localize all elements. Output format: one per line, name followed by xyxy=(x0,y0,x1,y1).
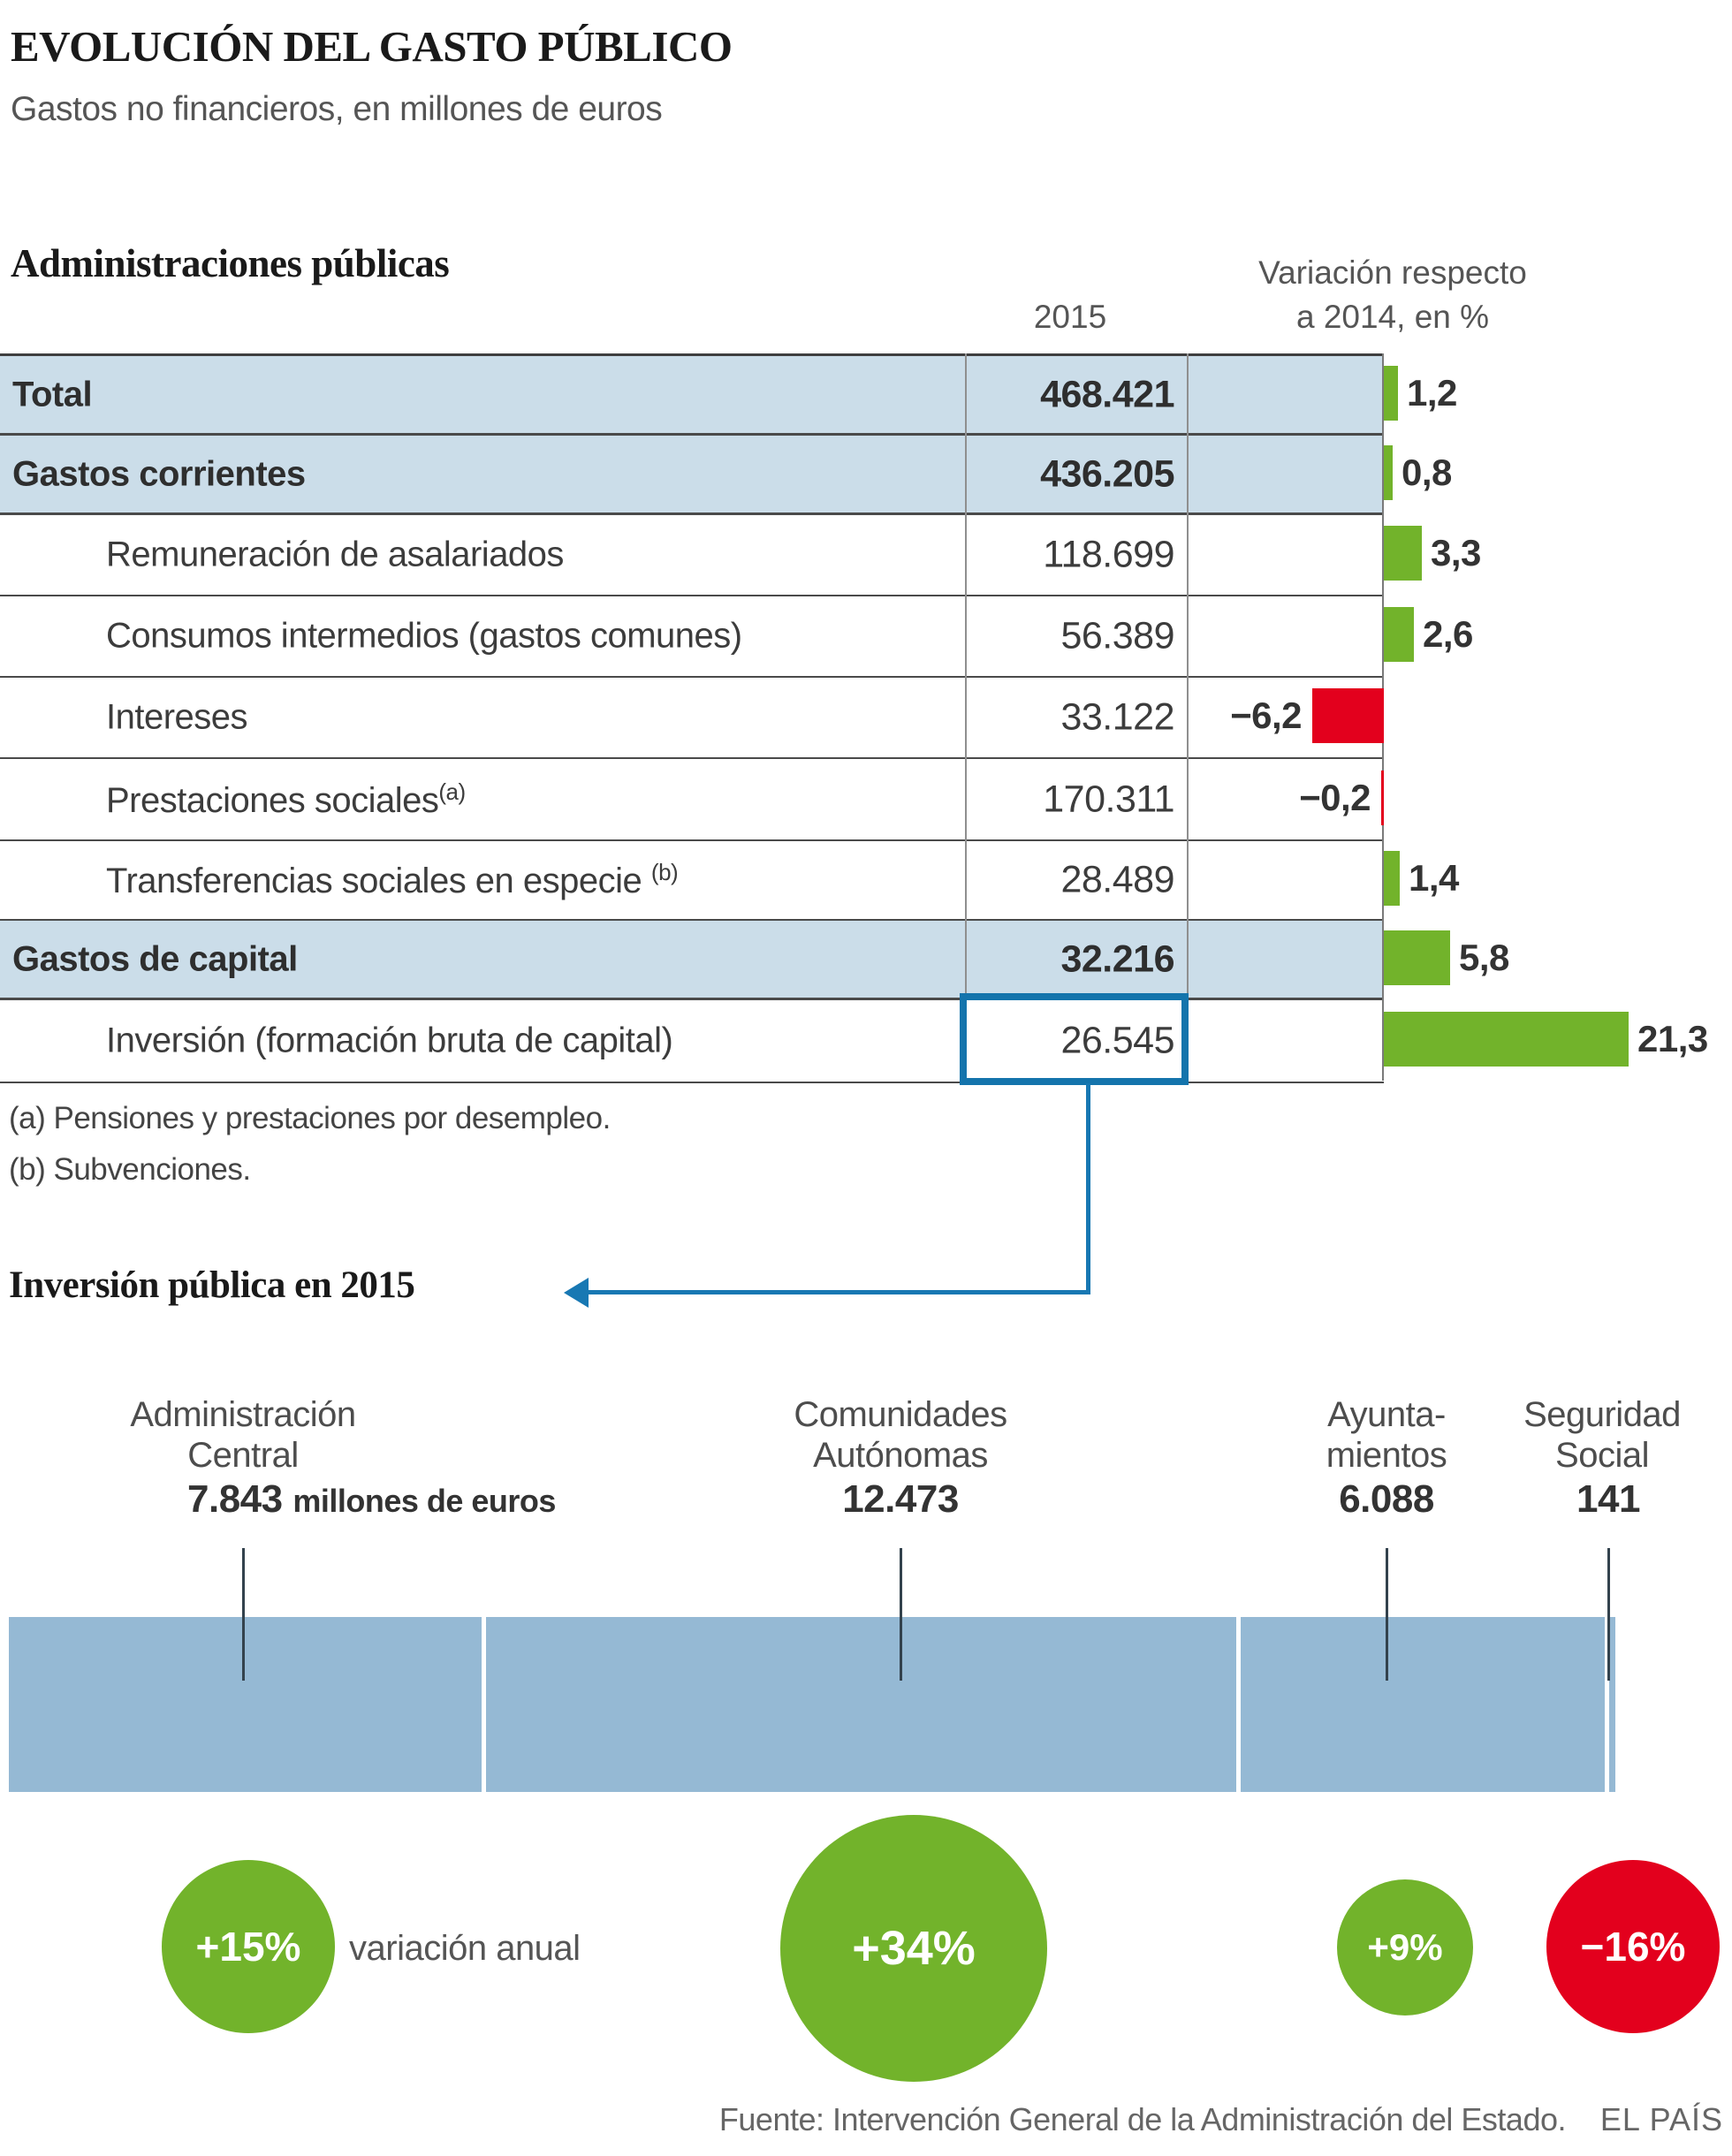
segment-divider xyxy=(482,1617,486,1792)
row-label: Gastos de capital xyxy=(12,939,298,978)
variation-bar xyxy=(1384,1012,1629,1067)
variation-bar xyxy=(1381,771,1384,825)
connector-horizontal-line xyxy=(587,1290,1090,1294)
row-value: 468.421 xyxy=(1040,373,1174,415)
public-administrations-table xyxy=(0,353,1384,1083)
tick-ayuntamientos xyxy=(1386,1548,1388,1681)
table-column-divider-2 xyxy=(1187,353,1189,1081)
section1-heading: Administraciones públicas xyxy=(11,241,450,285)
category-value-ayuntamientos: 6.088 xyxy=(1339,1477,1434,1521)
section2-heading: Inversión pública en 2015 xyxy=(9,1264,415,1306)
category-label-administracion-central: Administración Central xyxy=(130,1395,356,1475)
table-row-total xyxy=(0,356,1384,436)
category-label-comunidades-autonomas: Comunidades Autónomas xyxy=(794,1395,1007,1475)
investment-stacked-bar xyxy=(9,1617,1615,1792)
variation-bar xyxy=(1384,607,1414,662)
row-label: Remuneración de asalariados xyxy=(106,535,564,574)
row-label: Inversión (formación bruta de capital) xyxy=(106,1021,673,1060)
variation-bar xyxy=(1312,688,1384,743)
row-label: Intereses xyxy=(106,697,248,737)
row-value: 118.699 xyxy=(1043,533,1174,576)
page-subtitle: Gastos no financieros, en millones de euros xyxy=(11,90,663,128)
column-header-2015: 2015 xyxy=(1033,299,1107,335)
variation-bar-label: 1,4 xyxy=(1409,857,1459,899)
table-row-gastos-capital xyxy=(0,921,1384,1000)
bubble-ayuntamientos: +9% xyxy=(1337,1879,1473,2016)
variation-bar-label: −0,2 xyxy=(1299,776,1371,818)
row-value: 33.122 xyxy=(1060,695,1174,739)
credit-text: EL PAÍS xyxy=(1599,2101,1723,2137)
variation-bar-label: 1,2 xyxy=(1407,372,1457,414)
table-row-prestaciones xyxy=(0,759,1384,841)
row-value: 28.489 xyxy=(1060,858,1174,901)
variation-bar xyxy=(1384,526,1422,581)
page-title: EVOLUCIÓN DEL GASTO PÚBLICO xyxy=(11,22,733,71)
table-row-transferencias xyxy=(0,841,1384,921)
variation-bar xyxy=(1384,366,1398,421)
table-row-consumos xyxy=(0,596,1384,678)
variation-bar xyxy=(1384,851,1400,906)
column-header-variation-line1: Variación respecto xyxy=(1258,254,1527,291)
category-label-ayuntamientos: Ayunta- mientos xyxy=(1326,1395,1447,1475)
variation-bar-label: 3,3 xyxy=(1431,532,1481,573)
tick-comunidades-autonomas xyxy=(900,1548,902,1681)
footnote-a: (a) Pensiones y prestaciones por desempleo. xyxy=(9,1101,611,1135)
row-value: 436.205 xyxy=(1040,452,1174,495)
row-value: 26.545 xyxy=(1060,1019,1174,1062)
category-value-comunidades-autonomas: 12.473 xyxy=(842,1477,959,1521)
column-header-variation xyxy=(1211,251,1575,339)
annotation-variacion-anual: variación anual xyxy=(349,1929,581,1968)
variation-bar xyxy=(1384,445,1393,500)
variation-bar-label: 21,3 xyxy=(1637,1018,1708,1059)
column-header-variation-line2: a 2014, en % xyxy=(1295,298,1490,335)
row-label: Total xyxy=(12,375,93,414)
category-label-seguridad-social: Seguridad Social xyxy=(1523,1395,1681,1475)
bubble-comunidades-autonomas: +34% xyxy=(780,1815,1047,2082)
row-label: Gastos corrientes xyxy=(12,454,306,493)
unit-note: millones de euros xyxy=(292,1483,556,1519)
variation-bar xyxy=(1384,930,1450,985)
segment-divider xyxy=(1236,1617,1241,1792)
row-value: 56.389 xyxy=(1060,614,1174,657)
variation-bar-label: 0,8 xyxy=(1402,452,1452,493)
bubble-administracion-central: +15% xyxy=(162,1860,335,2033)
table-column-divider-1 xyxy=(965,353,967,1081)
tick-seguridad-social xyxy=(1607,1548,1610,1681)
row-label: Consumos intermedios (gastos comunes) xyxy=(106,616,742,656)
connector-arrowhead-icon xyxy=(564,1278,589,1308)
variation-bar-label: 2,6 xyxy=(1423,613,1473,655)
table-row-gastos-corrientes xyxy=(0,436,1384,515)
category-value-seguridad-social: 141 xyxy=(1576,1477,1640,1521)
footnote-b: (b) Subvenciones. xyxy=(9,1152,251,1187)
row-label: Transferencias sociales en especie $^{(b)}$ xyxy=(106,858,679,901)
table-row-intereses xyxy=(0,678,1384,759)
bubble-seguridad-social: −16% xyxy=(1546,1860,1720,2033)
highlight-box-inversion xyxy=(960,993,1189,1085)
connector-vertical-line xyxy=(1086,1083,1090,1294)
source-text: Fuente: Intervención General de la Administración del Estado. xyxy=(718,2101,1566,2137)
row-label: Prestaciones sociales$^{(a)}$ xyxy=(106,778,466,820)
variation-bar-label: −6,2 xyxy=(1230,695,1302,736)
category-value-administracion-central: 7.843 millones de euros xyxy=(187,1477,556,1521)
tick-administracion-central xyxy=(242,1548,245,1681)
row-value: 170.311 xyxy=(1043,778,1174,820)
variation-bar-label: 5,8 xyxy=(1459,937,1509,978)
table-row-remuneracion xyxy=(0,515,1384,596)
row-value: 32.216 xyxy=(1060,938,1174,980)
